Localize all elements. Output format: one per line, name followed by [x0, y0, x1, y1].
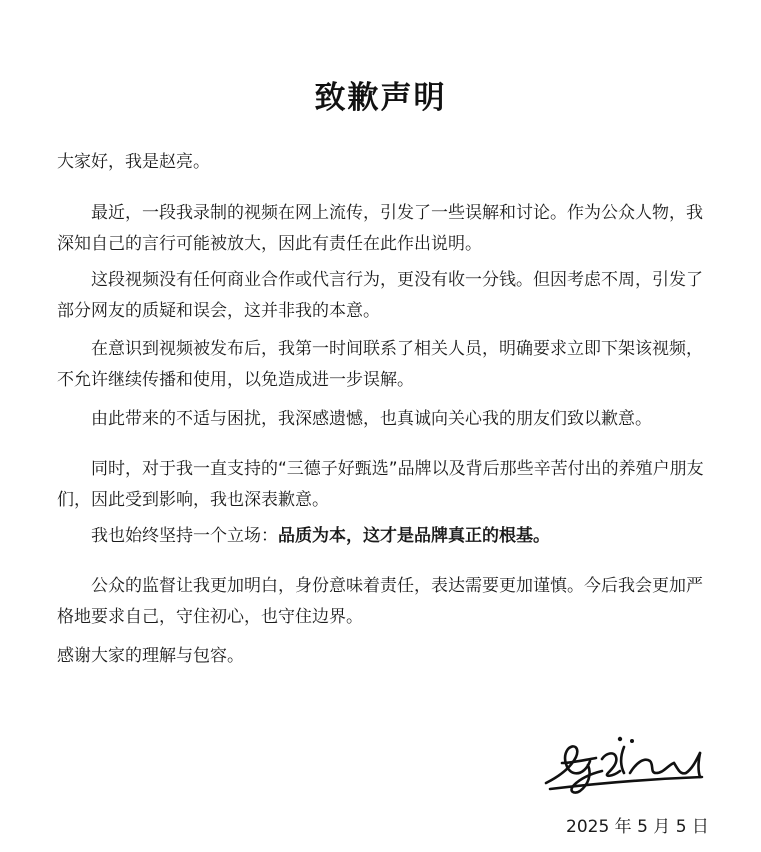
paragraph-5: 同时，对于我一直支持的“三德子好甄选”品牌以及背后那些辛苦付出的养殖户朋友们，因此受到影响，我也深表歉意。 — [57, 459, 704, 510]
stance-prefix: 我也始终坚持一个立场： — [91, 526, 278, 546]
handwritten-signature-icon — [540, 733, 705, 795]
stance-paragraph — [57, 521, 717, 552]
paragraph-4: 由此带来的不适与困扰，我深感遗憾，也真诚向关心我的朋友们致以歉意。 — [91, 409, 652, 429]
paragraph-2: 这段视频没有任何商业合作或代言行为，更没有收一分钱。但因考虑不周，引发了部分网友的质疑和误会，这并非我的本意。 — [57, 270, 703, 321]
paragraph-3: 在意识到视频被发布后，我第一时间联系了相关人员，明确要求立即下架该视频，不允许继续传播和使用，以免造成进一步误解。 — [57, 339, 703, 390]
letter-date: 2025 年 5 月 5 日 — [566, 817, 709, 837]
letter-title: 致歉声明 — [314, 80, 447, 116]
stance-bold: 品质为本，这才是品牌真正的根基。 — [278, 526, 550, 546]
paragraph-last: 公众的监督让我更加明白，身份意味着责任，表达需要更加谨慎。今后我会更加严格地要求自己，守住初心，也守住边界。 — [57, 576, 703, 627]
closing-line: 感谢大家的理解与包容。 — [57, 646, 244, 666]
greeting: 大家好，我是赵亮。 — [57, 152, 210, 172]
paragraph-1: 最近，一段我录制的视频在网上流传，引发了一些误解和讨论。作为公众人物，我深知自己的言行可能被放大，因此有责任在此作出说明。 — [57, 203, 703, 254]
